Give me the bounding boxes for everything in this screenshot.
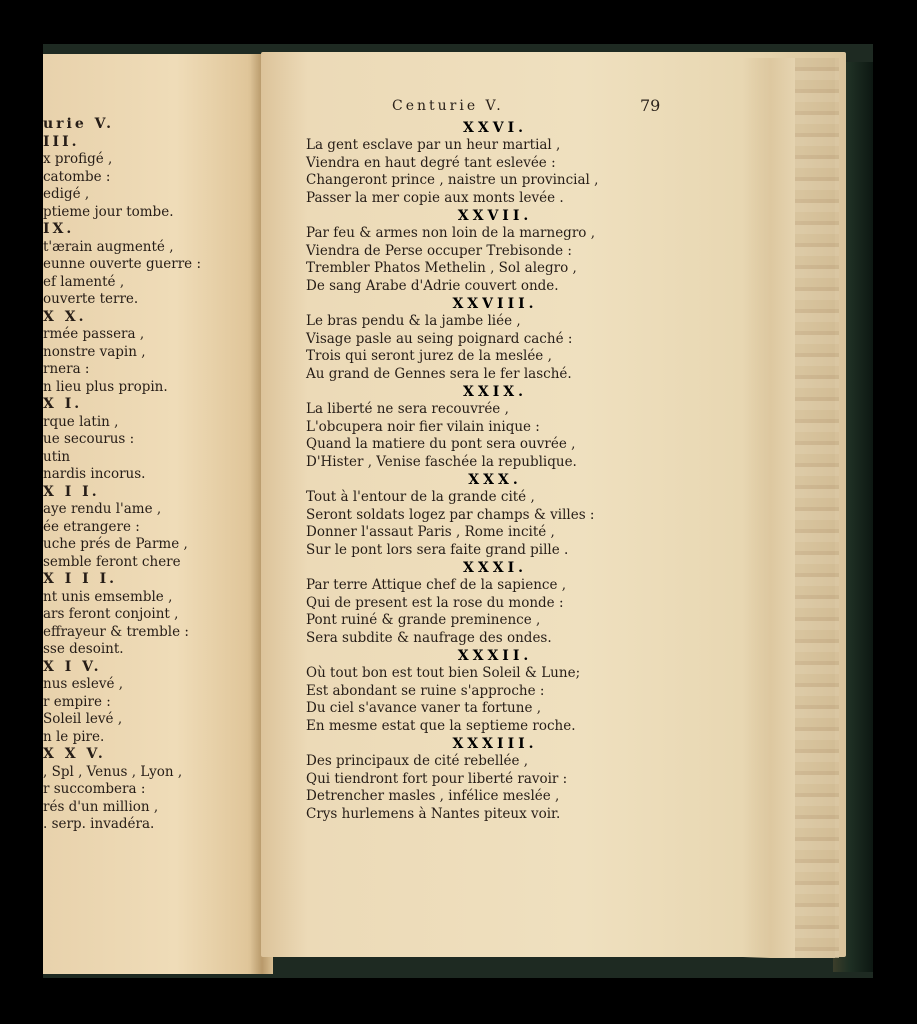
verse-line: Pont ruiné & grande preminence ,	[306, 612, 541, 628]
left-verse-line: eunne ouverte guerre :	[43, 256, 202, 272]
verse-line: Est abondant se ruine s'approche :	[306, 682, 545, 699]
verse-line: La liberté ne sera recouvrée ,	[306, 401, 509, 417]
verse-line: Du ciel s'avance vaner ta fortune ,	[306, 700, 542, 716]
verse-line: Changeront prince , naistre un provincial ,	[306, 172, 599, 188]
page-edges	[795, 58, 839, 958]
verse-line: Sera subdite & naufrage des ondes.	[306, 629, 552, 646]
verse-line: Seront soldats logez par champs & villes :	[306, 506, 595, 523]
verse-line: Tout à l'entour de la grande cité ,	[306, 489, 535, 505]
verse-line: Sur le pont lors sera faite grand pille .	[306, 541, 569, 558]
verse-line: Trois qui seront jurez de la meslée ,	[306, 348, 552, 364]
left-verse-line: utin	[43, 448, 71, 465]
running-header: Centurie V.	[392, 98, 504, 114]
quatrain-numeral: XXX.	[468, 472, 522, 488]
quatrain-list	[306, 119, 636, 823]
verse-line: De sang Arabe d'Adrie couvert onde.	[306, 277, 559, 294]
left-verse-line: semble feront chere	[43, 553, 181, 570]
verse-line: Qui tiendront fort pour liberté ravoir :	[306, 770, 568, 787]
verse-line: Visage pasle au seing poignard caché :	[306, 330, 573, 347]
quatrain-numeral: XXXIII.	[452, 736, 538, 752]
quatrain-numeral: XXVII.	[457, 208, 533, 224]
verse-line: Viendra de Perse occuper Trebisonde :	[306, 242, 572, 259]
left-verse-line: . serp. invadéra.	[43, 816, 155, 832]
left-numeral: IX.	[43, 221, 75, 237]
verse-line: Par terre Attique chef de la sapience ,	[306, 577, 567, 593]
verse-line: D'Hister , Venise faschée la republique.	[306, 453, 577, 470]
verse-line: Crys hurlemens à Nantes piteux voir.	[306, 805, 561, 822]
left-verse-line: t'ærain augmenté ,	[43, 238, 174, 255]
left-verse-line: ée etrangere :	[43, 518, 140, 535]
left-verse-line: ars feront conjoint ,	[43, 606, 179, 622]
verse-line: Au grand de Gennes sera le fer lasché.	[306, 365, 572, 382]
left-verse-line: ef lamenté ,	[43, 273, 125, 290]
left-verse-line: n lieu plus propin.	[43, 378, 168, 395]
left-verse-line: nt unis emsemble ,	[43, 588, 173, 605]
left-verse-line: nus eslevé ,	[43, 676, 124, 692]
left-verse-line: ouverte terre.	[43, 291, 139, 307]
left-numeral: X I I.	[43, 483, 100, 500]
left-verse-line: rque latin ,	[43, 413, 119, 430]
left-verse-line: n le pire.	[43, 728, 105, 745]
left-verse-line: catombe :	[43, 168, 111, 185]
left-verse-line: nardis incorus.	[43, 466, 146, 482]
left-verse-line: aye rendu l'ame ,	[43, 501, 162, 517]
page-number: 79	[640, 96, 661, 115]
verse-line: Où tout bon est tout bien Soleil & Lune;	[306, 665, 581, 681]
verse-line: Des principaux de cité rebellée ,	[306, 753, 529, 769]
left-numeral: X I V.	[43, 658, 102, 675]
left-verse-line: sse desoint.	[43, 641, 124, 657]
verse-line: Trembler Phatos Methelin , Sol alegro ,	[306, 260, 577, 276]
left-verse-line: nonstre vapin ,	[43, 343, 146, 360]
left-numeral: X X V.	[43, 746, 106, 762]
verse-line: Quand la matiere du pont sera ouvrée ,	[306, 436, 576, 452]
left-verse-line: rmée passera ,	[43, 326, 145, 342]
quatrain-numeral: XXIX.	[462, 384, 527, 400]
verse-line: Donner l'assaut Paris , Rome incité ,	[306, 524, 555, 540]
left-page-text	[43, 116, 228, 834]
left-verse-line: ue secourus :	[43, 431, 135, 447]
left-numeral: III.	[43, 133, 80, 150]
quatrain-numeral: XXXII.	[457, 648, 533, 664]
left-verse-line: effrayeur & tremble :	[43, 623, 189, 640]
left-numeral: X I.	[43, 396, 83, 412]
left-verse-line: rés d'un million ,	[43, 798, 159, 815]
left-verse-line: uche prés de Parme ,	[43, 536, 188, 552]
left-verse-line: Soleil levé ,	[43, 711, 123, 727]
verse-line: En mesme estat que la septieme roche.	[306, 717, 576, 734]
quatrain-numeral: XXXI.	[462, 560, 527, 576]
verse-line: La gent esclave par un heur martial ,	[306, 137, 561, 153]
left-verse-line: x profigé ,	[43, 151, 113, 167]
verse-line: Viendra en haut degré tant eslevée :	[306, 154, 556, 171]
verse-line: Par feu & armes non loin de la marnegro ,	[306, 225, 595, 241]
left-numeral: X I I I.	[43, 571, 118, 587]
left-verse-line: rnera :	[43, 361, 90, 377]
verse-line: Passer la mer copie aux monts levée .	[306, 189, 564, 206]
left-numeral: urie V.	[43, 116, 114, 132]
left-numeral: X X.	[43, 308, 87, 325]
quatrain-numeral: XXVIII.	[452, 296, 538, 312]
verse-line: Detrencher masles , infélice meslée ,	[306, 788, 560, 804]
left-verse-line: edigé ,	[43, 186, 90, 202]
verse-line: Qui de present est la rose du monde :	[306, 594, 564, 611]
left-verse-line: , Spl , Venus , Lyon ,	[43, 763, 183, 780]
left-verse-line: r succombera :	[43, 781, 146, 797]
verse-line: Le bras pendu & la jambe liée ,	[306, 313, 521, 329]
left-verse-line: r empire :	[43, 693, 111, 710]
quatrain-numeral: XXVI.	[462, 120, 527, 136]
verse-line: L'obcupera noir fier vilain inique :	[306, 418, 540, 435]
left-verse-line: ptieme jour tombe.	[43, 203, 174, 220]
